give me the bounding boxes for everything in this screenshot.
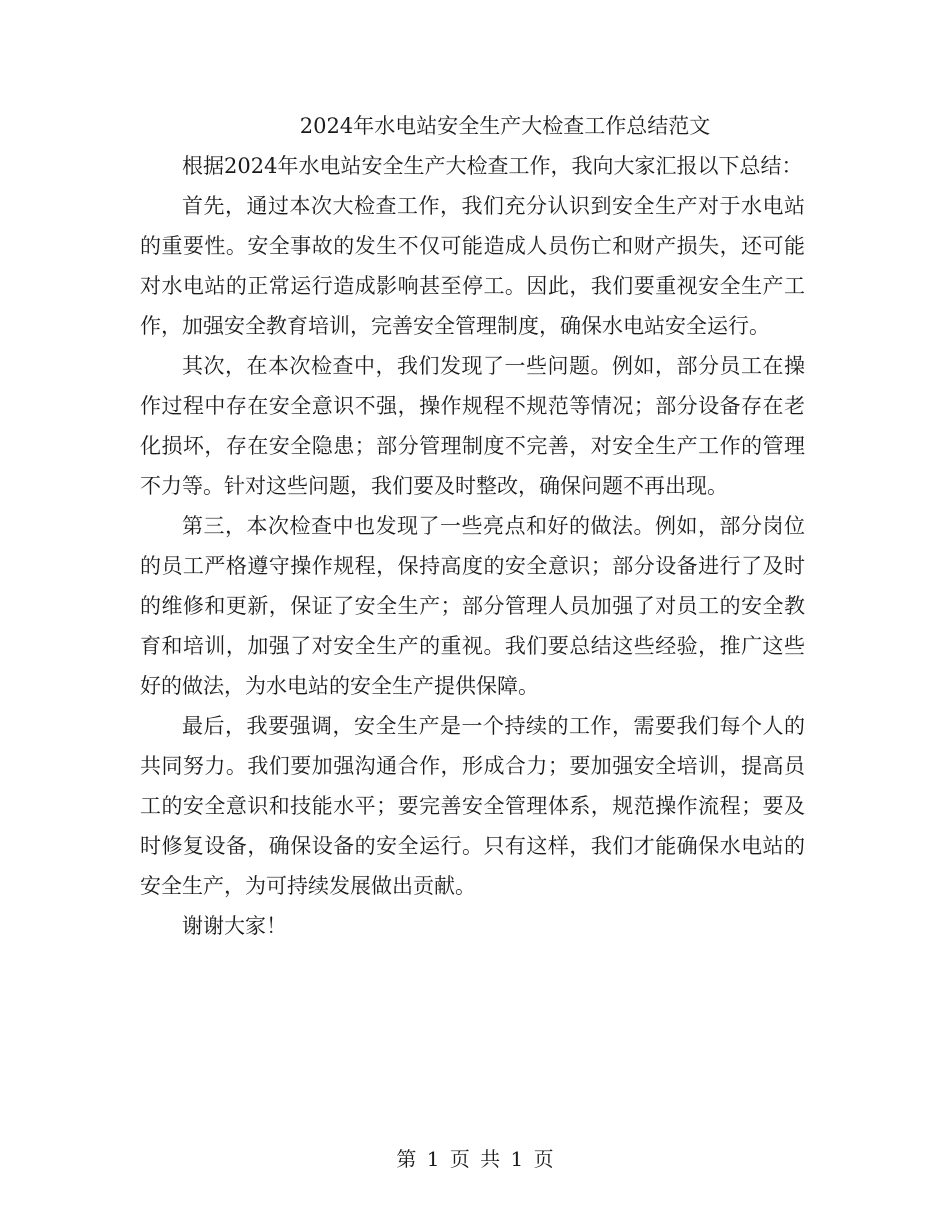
- paragraph-thanks: 谢谢大家！: [182, 914, 287, 938]
- page-footer: 第 1 页 共 1 页: [396, 1147, 554, 1171]
- document-title: 2024年水电站安全生产大检查工作总结范文: [299, 114, 711, 138]
- paragraph-second: 其次，在本次检查中，我们发现了一些问题。例如，部分员工在操作过程中存在安全意识不强，操作规程不规范等情况；部分设备存在老化损坏，存在安全隐患；部分管理制度不完善，对安全生产工作的管理不力等。针对这些问题，我们要及时整改，确保问题不再出现。: [140, 354, 805, 498]
- paragraph-first: 首先，通过本次大检查工作，我们充分认识到安全生产对于水电站的重要性。安全事故的发生不仅可能造成人员伤亡和财产损失，还可能对水电站的正常运行造成影响甚至停工。因此，我们要重视安全生产工作，加强安全教育培训，完善安全管理制度，确保水电站安全运行。: [140, 194, 805, 338]
- paragraph-intro: 根据2024年水电站安全生产大检查工作，我向大家汇报以下总结：: [182, 154, 803, 178]
- document-body: [140, 146, 805, 946]
- paragraph-final: 最后，我要强调，安全生产是一个持续的工作，需要我们每个人的共同努力。我们要加强沟通合作，形成合力；要加强安全培训，提高员工的安全意识和技能水平；要完善安全管理体系，规范操作流程；要及时修复设备，确保设备的安全运行。只有这样，我们才能确保水电站的安全生产，为可持续发展做出贡献。: [140, 714, 805, 898]
- paragraph-third: 第三，本次检查中也发现了一些亮点和好的做法。例如，部分岗位的员工严格遵守操作规程，保持高度的安全意识；部分设备进行了及时的维修和更新，保证了安全生产；部分管理人员加强了对员工的安全教育和培训，加强了对安全生产的重视。我们要总结这些经验，推广这些好的做法，为水电站的安全生产提供保障。: [140, 514, 805, 698]
